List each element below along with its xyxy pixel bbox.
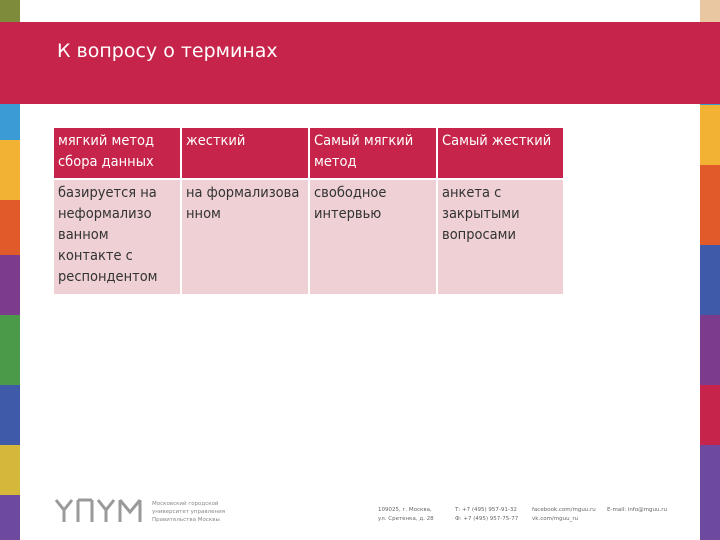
- header-cell-hardest: Самый жесткий: [437, 127, 564, 179]
- footer-phones: Т: +7 (495) 957-91-32 Ф: +7 (495) 957-75-77: [455, 507, 519, 522]
- footer-social-links[interactable]: facebook.com/mguu.ru vk.com/mguu_ru: [532, 507, 596, 522]
- footer-email[interactable]: E-mail: info@mguu.ru: [607, 507, 667, 513]
- footer: [0, 488, 720, 540]
- terms-table: [52, 126, 565, 296]
- cell-hard-description: на формализова нном: [181, 179, 309, 295]
- footer-address: 109025, г. Москва, ул. Сретенка, д. 28: [378, 507, 434, 522]
- header-cell-soft-method: мягкий метод сбора данных: [53, 127, 181, 179]
- table-row: [53, 179, 564, 295]
- table-header-row: [53, 127, 564, 179]
- cell-hardest-example: анкета с закрытыми вопросами: [437, 179, 564, 295]
- cell-soft-description: базируется на неформализо ванном контакте с респондентом: [53, 179, 181, 295]
- university-name: Московский городской университет управления Правительства Москвы: [152, 501, 226, 523]
- title-band: [0, 22, 720, 104]
- header-cell-hard: жесткий: [181, 127, 309, 179]
- cell-softest-example: свободное интервью: [309, 179, 437, 295]
- university-logo-icon: [54, 498, 146, 524]
- header-cell-softest-method: Самый мягкий метод: [309, 127, 437, 179]
- slide-title: К вопросу о терминах: [57, 40, 278, 62]
